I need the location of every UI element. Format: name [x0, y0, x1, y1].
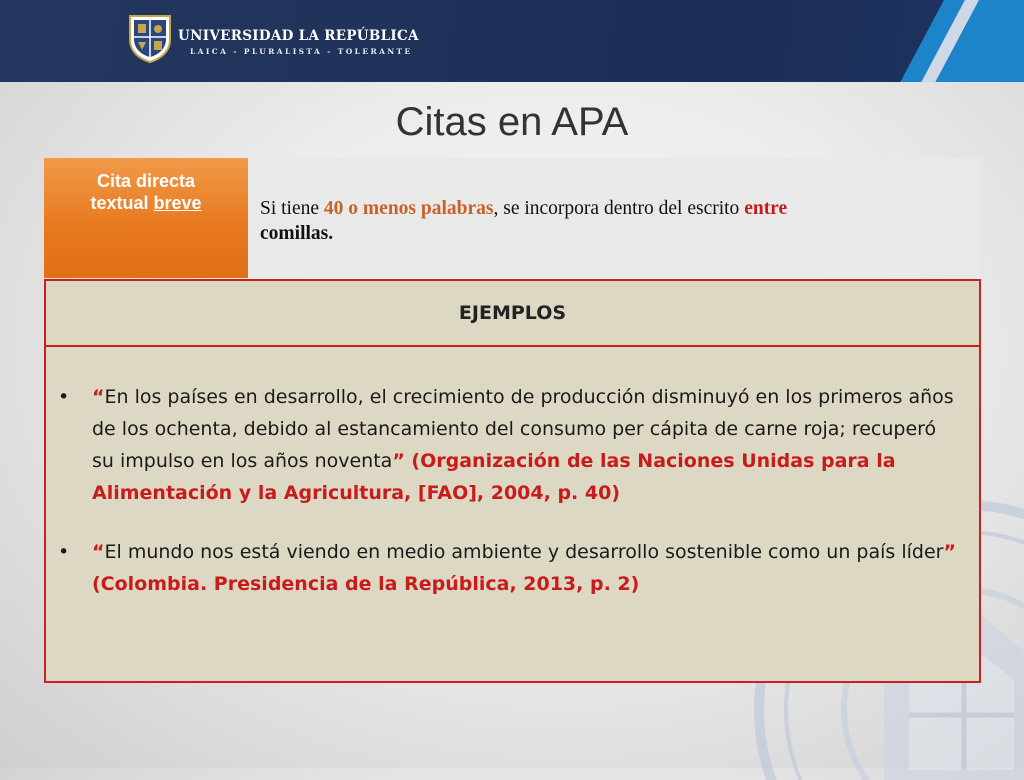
example-quote-text: El mundo nos está viendo en medio ambiente y desarrollo sostenible como un país líder — [104, 541, 944, 563]
definition-text-part2: , se incorpora dentro del escrito — [493, 198, 745, 219]
examples-box — [44, 279, 981, 683]
definition-highlight: 40 o menos palabras — [323, 198, 494, 219]
definition-label-underlined: breve — [153, 193, 202, 213]
definition-text-end: comillas. — [260, 223, 334, 244]
close-quote: ” — [943, 541, 956, 563]
university-name: UNIVERSIDAD LA REPÚBLICA — [178, 28, 419, 44]
bullet-icon: • — [58, 541, 70, 563]
close-quote: ” — [392, 450, 405, 472]
slide-title: Citas en APA — [395, 100, 629, 144]
definition-label — [44, 158, 248, 278]
open-quote: “ — [92, 541, 105, 563]
example-citation: (Organización de las Naciones Unidas para la Alimentación y la Agricultura, [FAO], 2004, p. 40) — [92, 450, 896, 504]
header-bar — [0, 0, 1024, 82]
definition-red-word: entre — [744, 198, 788, 219]
university-motto: LAICA - PLURALISTA - TOLERANTE — [190, 47, 413, 56]
shield-crest-icon — [128, 12, 172, 64]
examples-list — [46, 347, 979, 600]
definition-label-line1: Cita directa — [96, 171, 196, 191]
examples-header: EJEMPLOS — [46, 281, 979, 347]
example-item — [46, 381, 959, 509]
definition-label-line2 — [44, 192, 248, 214]
definition-text-part1: Si tiene — [260, 198, 324, 219]
bullet-icon: • — [58, 386, 70, 408]
definition-label-word: textual — [90, 193, 154, 213]
example-citation: (Colombia. Presidencia de la República, 2013, p. 2) — [92, 573, 640, 595]
example-quote-text: En los países en desarrollo, el crecimiento de producción disminuyó en los primeros años de los ochenta, debido al estancamiento del consumo per cápita de carne roja; recuperó su impulso en los años noventa — [92, 386, 954, 472]
definition-text — [248, 158, 980, 278]
open-quote: “ — [92, 386, 105, 408]
example-item — [46, 536, 959, 600]
